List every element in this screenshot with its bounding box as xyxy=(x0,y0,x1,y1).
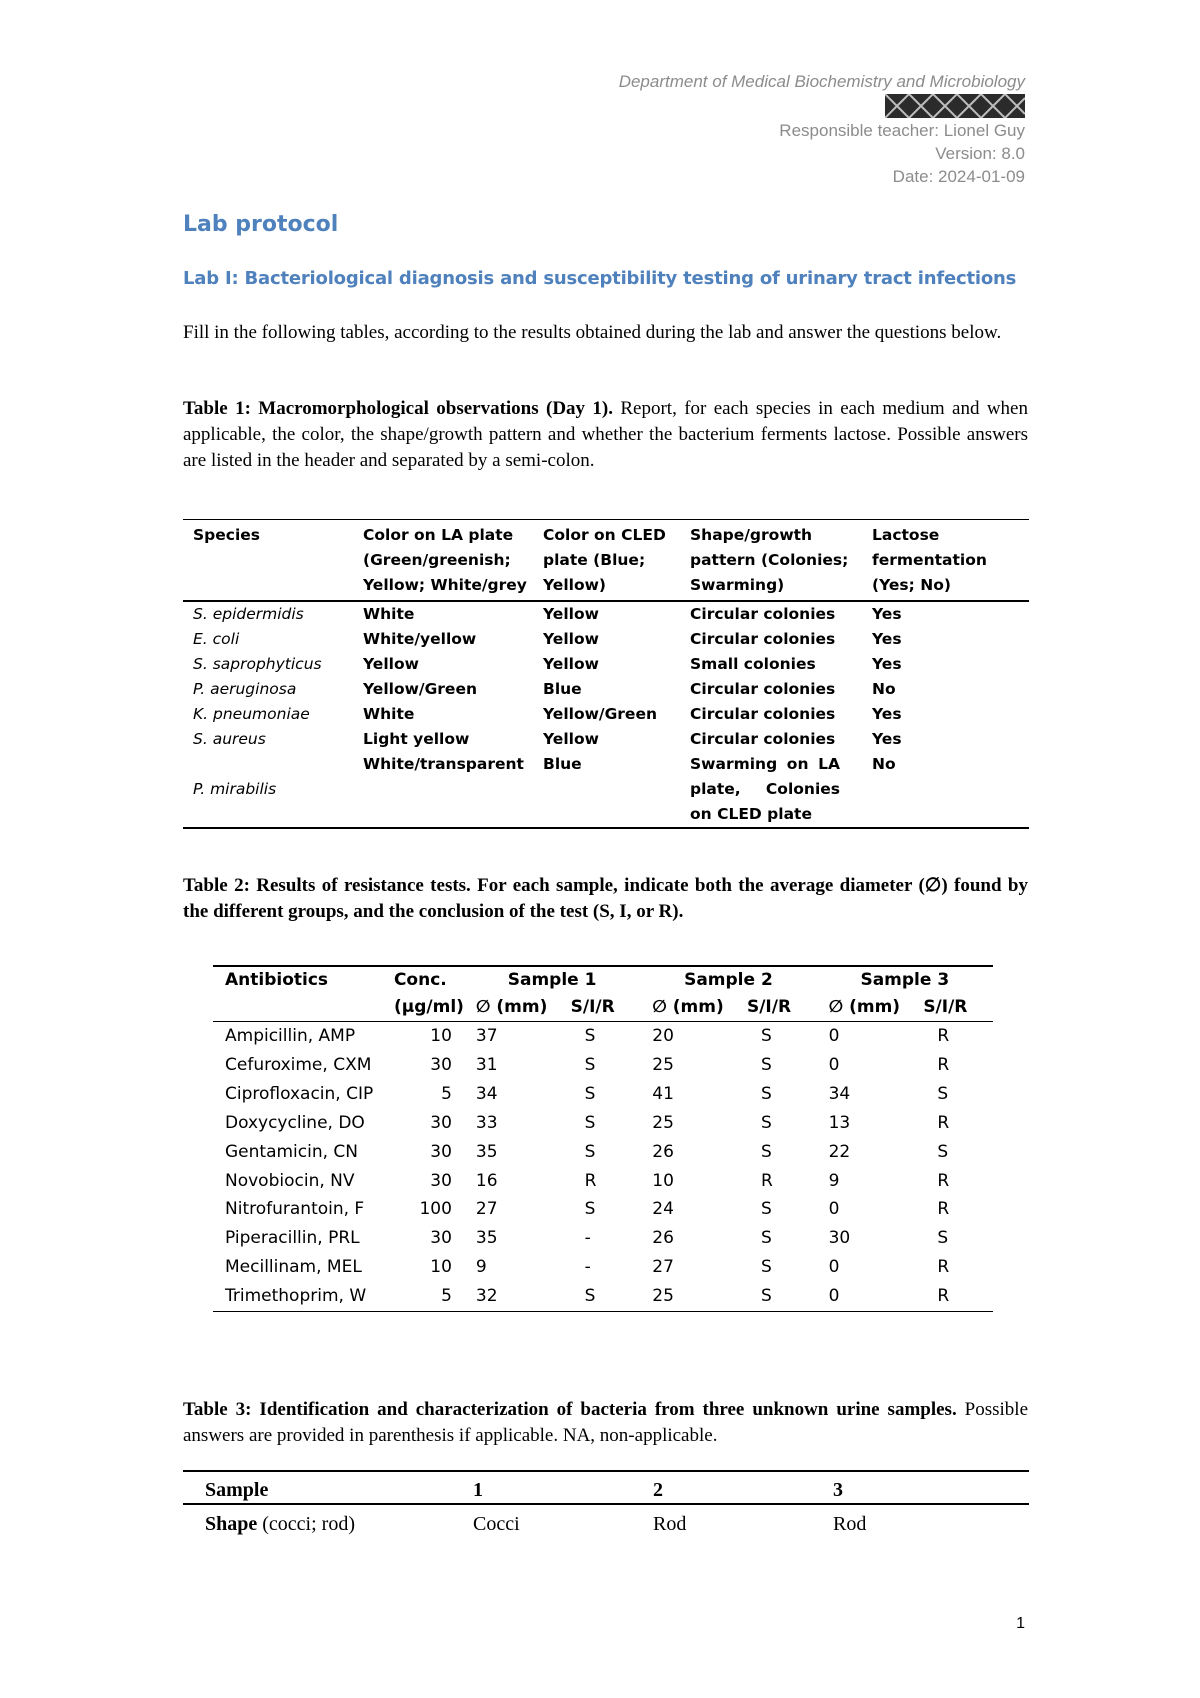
concentration: 10 xyxy=(430,1257,452,1278)
la-color: Yellow xyxy=(363,655,419,673)
concentration: 30 xyxy=(430,1054,452,1075)
sample-2-diameter: 26 xyxy=(652,1228,674,1249)
sample-1-diameter: 35 xyxy=(475,1228,498,1249)
sample-1-sir: S xyxy=(584,1286,596,1307)
table2-resistance-tests xyxy=(213,965,993,1312)
date-label: Date: 2024-01-09 xyxy=(892,167,1025,186)
table1-caption-text: Report, for each species in each medium and when applicable, the color, the shape/growth pattern and whether the bacterium ferments lactose. Possible answers are listed in the header and separated by a semi-colon. xyxy=(183,398,1028,471)
page-number: 1 xyxy=(1016,1615,1025,1632)
table-row xyxy=(213,1080,993,1109)
sample-2-diameter: 10 xyxy=(652,1170,674,1191)
table-row xyxy=(213,1109,993,1138)
species-name: E. coli xyxy=(193,630,240,648)
table1-header-species: Species xyxy=(193,526,261,544)
sample-1-diameter: 31 xyxy=(475,1054,498,1075)
sample-1-sir: - xyxy=(584,1257,591,1278)
concentration: 100 xyxy=(419,1199,452,1220)
table1-caption-title: Table 1: Macromorphological observations (Day 1). xyxy=(183,398,613,419)
table3-header-row xyxy=(183,1471,1029,1504)
sample-1-sir: S xyxy=(584,1199,596,1220)
concentration: 30 xyxy=(430,1141,452,1162)
antibiotic-name: Trimethoprim, W xyxy=(225,1286,367,1307)
table1-macromorphology xyxy=(183,519,1029,829)
table1-header-row xyxy=(183,520,1029,602)
sample-2-sir: S xyxy=(760,1083,772,1104)
sample-2-sir: S xyxy=(760,1199,772,1220)
sample-3-diameter: 9 xyxy=(828,1170,840,1191)
lactose-fermentation: Yes xyxy=(872,705,902,723)
growth-pattern: Circular colonies xyxy=(690,630,836,648)
sample-1-diameter: 35 xyxy=(475,1141,498,1162)
lactose-fermentation: Yes xyxy=(872,630,902,648)
sample-3-diameter: 0 xyxy=(828,1257,840,1278)
table2-header-sample-2: Sample 2 xyxy=(684,970,773,990)
table-row xyxy=(213,1167,993,1196)
table3-header-1: 1 xyxy=(473,1479,483,1501)
antibiotic-name: Ampicillin, AMP xyxy=(225,1026,356,1046)
la-color: White xyxy=(363,705,415,723)
table3-row-label-options: (cocci; rod) xyxy=(257,1513,355,1535)
sample-2-sir: S xyxy=(760,1026,772,1046)
sample-1-diameter: 37 xyxy=(475,1026,498,1046)
species-name: S. aureus xyxy=(193,730,266,748)
sample-1-sir: S xyxy=(584,1083,596,1104)
sample-2-sir: S xyxy=(760,1054,772,1075)
cled-color: Blue xyxy=(543,755,582,773)
table2-header-conc: Conc. xyxy=(393,970,447,990)
antibiotic-name: Nitrofurantoin, F xyxy=(225,1199,365,1220)
table2-header-sir: S/I/R xyxy=(746,997,792,1017)
antibiotic-name: Piperacillin, PRL xyxy=(225,1228,360,1249)
lab-subtitle: Lab I: Bacteriological diagnosis and susceptibility testing of urinary tract infections xyxy=(183,268,1017,289)
growth-pattern: Circular colonies xyxy=(690,730,836,748)
sample-2-sir: R xyxy=(760,1170,773,1191)
lactose-fermentation: No xyxy=(872,755,896,773)
table-row xyxy=(213,1022,993,1051)
sample-3-diameter: 30 xyxy=(828,1228,851,1249)
antibiotic-name: Doxycycline, DO xyxy=(225,1112,365,1133)
sample-2-sir: S xyxy=(760,1141,772,1162)
sample-3-sir: R xyxy=(937,1199,950,1220)
table1-header-la-color: Color on LA plate (Green/greenish; Yellow; White/grey xyxy=(363,526,527,594)
antibiotic-name: Mecillinam, MEL xyxy=(225,1257,362,1278)
cled-color: Yellow xyxy=(543,605,599,623)
table-row xyxy=(183,677,1029,702)
table1-header-shape: Shape/growth pattern (Colonies; Swarming) xyxy=(690,526,849,594)
antibiotic-name: Novobiocin, NV xyxy=(225,1170,355,1191)
table-row xyxy=(213,1138,993,1167)
antibiotic-name: Gentamicin, CN xyxy=(225,1141,359,1162)
sample-1-sir: R xyxy=(584,1170,597,1191)
sample-2-diameter: 24 xyxy=(652,1199,674,1220)
table-row xyxy=(183,627,1029,652)
sample-1-diameter: 34 xyxy=(475,1083,498,1104)
table-row xyxy=(213,1195,993,1224)
species-name: K. pneumoniae xyxy=(193,705,310,723)
table3-header-sample: Sample xyxy=(205,1479,269,1501)
sample-3-sir: R xyxy=(937,1257,950,1278)
table2-header-diameter: ∅ (mm) xyxy=(828,997,901,1017)
sample-2-diameter: 20 xyxy=(652,1026,674,1046)
la-color: Light yellow xyxy=(363,730,470,748)
sample-2-sir: S xyxy=(760,1257,772,1278)
sample-1-diameter: 32 xyxy=(475,1286,498,1307)
concentration: 5 xyxy=(441,1083,452,1104)
table3-row-label xyxy=(183,1504,451,1537)
table-row xyxy=(213,1224,993,1253)
sample-3-diameter: 0 xyxy=(828,1286,840,1307)
sample-2-diameter: 25 xyxy=(652,1054,674,1075)
la-color: Yellow/Green xyxy=(363,680,477,698)
sample-2-diameter: 41 xyxy=(652,1083,674,1104)
version-label: Version: 8.0 xyxy=(935,144,1025,163)
sample-2-diameter: 27 xyxy=(652,1257,674,1278)
sample-1-sir: - xyxy=(584,1228,591,1249)
table1-caption xyxy=(183,396,1028,474)
la-color: White/transparent xyxy=(363,755,524,773)
sample-1-diameter: 16 xyxy=(475,1170,498,1191)
table2-header-diameter: ∅ (mm) xyxy=(475,997,548,1017)
growth-pattern: Circular colonies xyxy=(690,605,836,623)
table2-subheader-row xyxy=(213,994,993,1022)
sample-1-diameter: 33 xyxy=(475,1112,498,1133)
lactose-fermentation: Yes xyxy=(872,730,902,748)
table-row xyxy=(213,1253,993,1282)
table1-header-lactose: Lactose fermentation (Yes; No) xyxy=(872,526,987,594)
lactose-fermentation: Yes xyxy=(872,655,902,673)
cled-color: Yellow xyxy=(543,630,599,648)
sample-1-sir: S xyxy=(584,1112,596,1133)
la-color: White xyxy=(363,605,415,623)
sample-1-diameter: 9 xyxy=(475,1257,487,1278)
sample-3-sir: R xyxy=(937,1054,950,1075)
growth-pattern: Circular colonies xyxy=(690,680,836,698)
la-color: White/yellow xyxy=(363,630,477,648)
concentration: 30 xyxy=(430,1228,452,1249)
table2-header-row xyxy=(213,966,993,994)
table2-header-antibiotics: Antibiotics xyxy=(225,970,329,990)
sample-2-sir: S xyxy=(760,1228,772,1249)
sample-3-sir: R xyxy=(937,1170,950,1191)
page-title: Lab protocol xyxy=(183,212,339,237)
table3-caption-text: Possible answers are provided in parenthesis if applicable. NA, non-applicable. xyxy=(183,1399,1028,1446)
sample-3-sir: R xyxy=(937,1026,950,1046)
responsible-teacher: Responsible teacher: Lionel Guy xyxy=(779,121,1025,140)
table3-identification xyxy=(183,1470,1029,1537)
table-row xyxy=(213,1282,993,1311)
growth-pattern: Small colonies xyxy=(690,655,816,673)
sample-2-sir: S xyxy=(760,1286,772,1307)
sample-2-diameter: 25 xyxy=(652,1112,674,1133)
table3-header-3: 3 xyxy=(833,1479,843,1501)
cled-color: Yellow xyxy=(543,730,599,748)
table1-header-cled-color: Color on CLED plate (Blue; Yellow) xyxy=(543,526,666,594)
sample-3-diameter: 13 xyxy=(828,1112,851,1133)
sample-1-shape: Cocci xyxy=(473,1513,520,1535)
table3-caption xyxy=(183,1397,1028,1449)
sample-3-diameter: 0 xyxy=(828,1199,840,1220)
cled-color: Blue xyxy=(543,680,582,698)
table3-caption-title: Table 3: Identification and characterization of bacteria from three unknown urine samples. xyxy=(183,1399,957,1420)
table2-header-conc-unit: (µg/ml) xyxy=(393,997,464,1017)
sample-1-sir: S xyxy=(584,1026,596,1046)
species-name: P. mirabilis xyxy=(193,780,277,798)
sample-1-diameter: 27 xyxy=(475,1199,498,1220)
cled-color: Yellow/Green xyxy=(543,705,657,723)
institution-logo xyxy=(885,94,1025,118)
species-name: P. aeruginosa xyxy=(193,680,297,698)
table-row xyxy=(213,1051,993,1080)
sample-2-diameter: 25 xyxy=(652,1286,674,1307)
lactose-fermentation: Yes xyxy=(872,605,902,623)
intro-paragraph: Fill in the following tables, according to the results obtained during the lab and answer the questions below. xyxy=(183,322,1002,343)
sample-3-diameter: 0 xyxy=(828,1026,840,1046)
antibiotic-name: Cefuroxime, CXM xyxy=(225,1054,372,1075)
sample-3-sir: R xyxy=(937,1112,950,1133)
sample-3-diameter: 34 xyxy=(828,1083,851,1104)
growth-pattern: Circular colonies xyxy=(690,705,836,723)
concentration: 10 xyxy=(430,1026,452,1046)
sample-3-shape: Rod xyxy=(833,1513,867,1535)
table-row xyxy=(183,752,1029,828)
antibiotic-name: Ciprofloxacin, CIP xyxy=(225,1083,374,1104)
species-name: S. epidermidis xyxy=(193,605,304,623)
species-name: S. saprophyticus xyxy=(193,655,322,673)
table2-header-sample-3: Sample 3 xyxy=(860,970,950,990)
sample-1-sir: S xyxy=(584,1054,596,1075)
sample-2-sir: S xyxy=(760,1112,772,1133)
sample-3-diameter: 22 xyxy=(828,1141,851,1162)
table2-header-sir: S/I/R xyxy=(923,997,968,1017)
sample-2-diameter: 26 xyxy=(652,1141,674,1162)
concentration: 5 xyxy=(441,1286,452,1307)
concentration: 30 xyxy=(430,1112,452,1133)
lactose-fermentation: No xyxy=(872,680,896,698)
sample-2-shape: Rod xyxy=(653,1513,687,1535)
table-row xyxy=(183,727,1029,752)
table2-header-sir: S/I/R xyxy=(570,997,615,1017)
table-row xyxy=(183,652,1029,677)
table-row xyxy=(183,601,1029,627)
table-row xyxy=(183,702,1029,727)
sample-1-sir: S xyxy=(584,1141,596,1162)
table2-header-sample-1: Sample 1 xyxy=(507,970,597,990)
table2-caption: Table 2: Results of resistance tests. For each sample, indicate both the average diameter (∅) found by the different groups, and the conclusion of the test (S, I, or R). xyxy=(183,875,1028,922)
sample-3-sir: S xyxy=(937,1083,949,1104)
sample-3-sir: S xyxy=(937,1141,949,1162)
table-row xyxy=(183,1504,1029,1537)
cled-color: Yellow xyxy=(543,655,599,673)
sample-3-sir: R xyxy=(937,1286,950,1307)
sample-3-diameter: 0 xyxy=(828,1054,840,1075)
table3-header-2: 2 xyxy=(653,1479,663,1501)
table2-header-diameter: ∅ (mm) xyxy=(652,997,724,1017)
table3-row-label-bold: Shape xyxy=(205,1513,258,1535)
sample-3-sir: S xyxy=(937,1228,949,1249)
concentration: 30 xyxy=(430,1170,452,1191)
growth-pattern: Swarming on LA plate, Colonies on CLED plate xyxy=(690,755,840,823)
department-name: Department of Medical Biochemistry and Microbiology xyxy=(618,72,1025,91)
